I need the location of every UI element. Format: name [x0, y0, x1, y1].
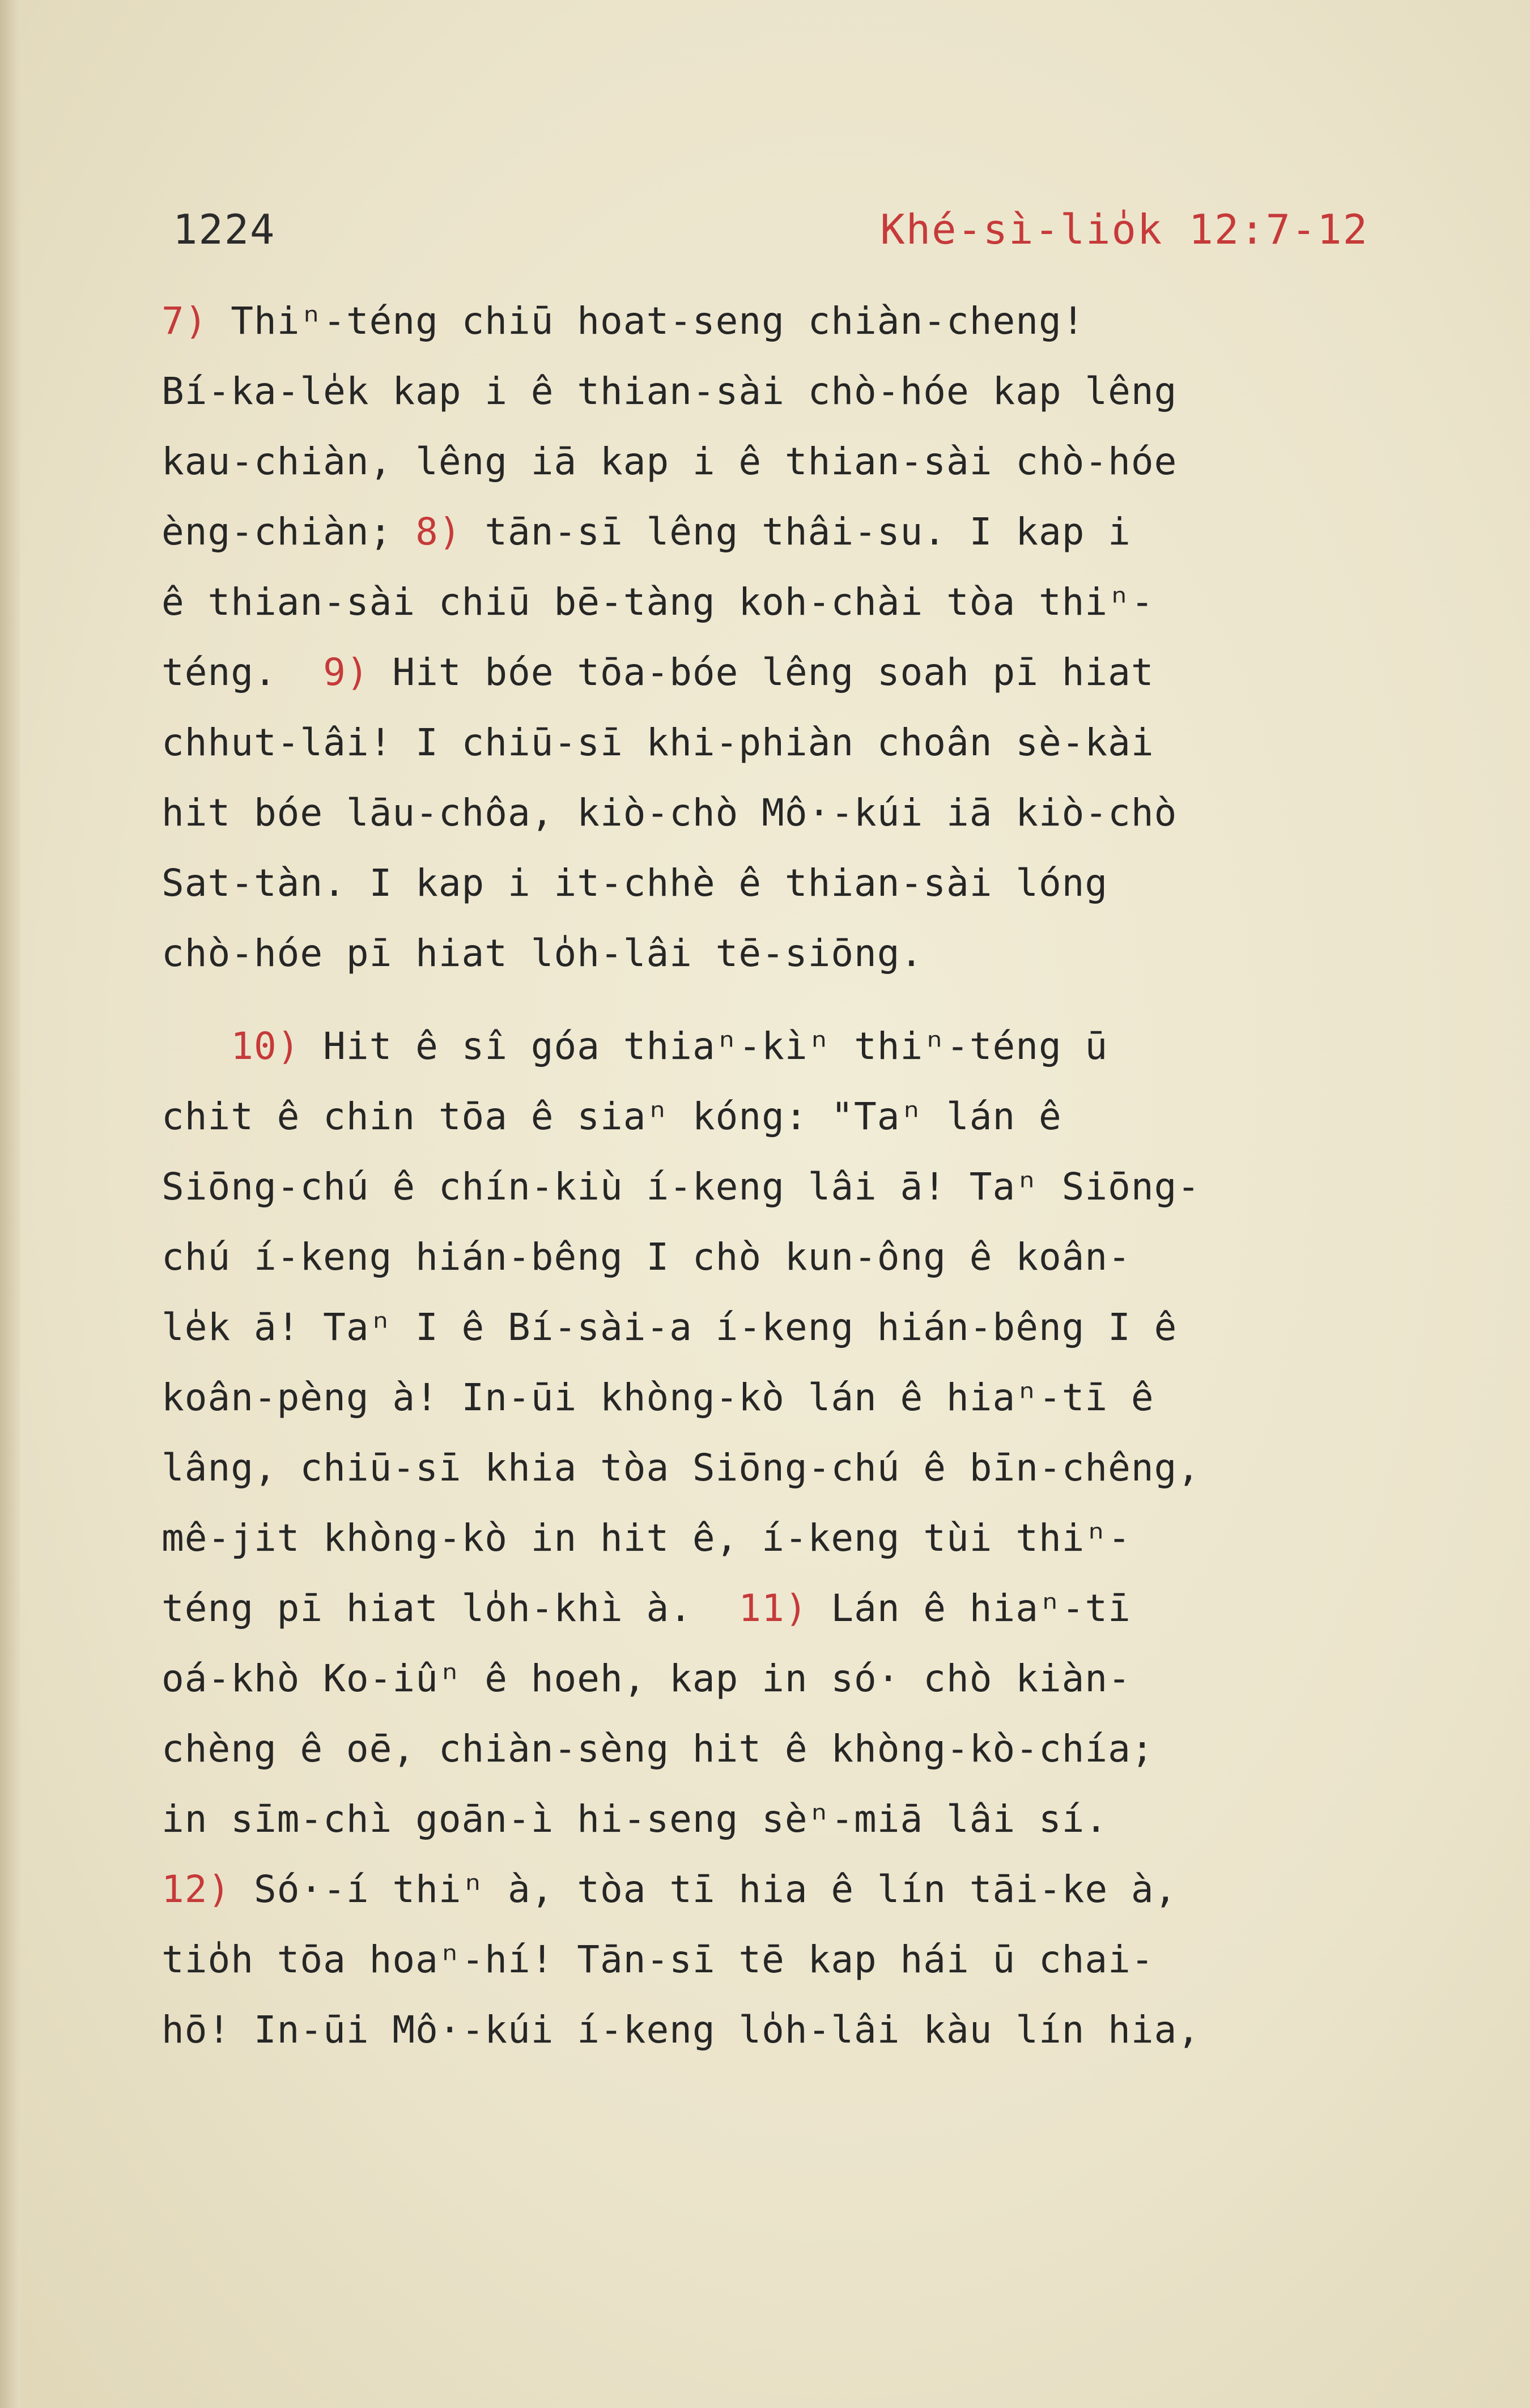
text-line — [162, 1784, 1448, 1854]
verse-number: 8) — [415, 510, 462, 554]
text-line — [162, 1292, 1448, 1363]
text-line — [162, 1433, 1448, 1503]
text-line — [162, 497, 1448, 567]
text-line — [162, 1714, 1448, 1784]
verse-text: in sīm-chì goān-ì hi-seng sèⁿ-miā lâi sí. — [162, 1797, 1108, 1841]
text-line — [162, 918, 1448, 989]
paragraph-1 — [162, 286, 1448, 989]
text-line — [162, 1573, 1448, 1644]
verse-text: mê-jit khòng-kò in hit ê, í-keng tùi thiⁿ- — [162, 1516, 1131, 1560]
verse-text: Hit bóe tōa-bóe lêng soah pī hiat — [369, 650, 1154, 694]
verse-number: 9) — [323, 650, 369, 694]
verse-text: Bí-ka-le̍k kap i ê thian-sài chò-hóe kap lêng — [162, 369, 1178, 413]
verse-text — [162, 1024, 231, 1068]
text-line — [162, 1222, 1448, 1292]
verse-text: hō! In-ūi Mô·-kúi í-keng lo̍h-lâi kàu lín hia, — [162, 2008, 1201, 2052]
verse-text: téng pī hiat lo̍h-khì à. — [162, 1586, 739, 1630]
verse-text: Thiⁿ-téng chiū hoat-seng chiàn-cheng! — [207, 299, 1085, 343]
verse-text: Lán ê hiaⁿ-tī — [808, 1586, 1131, 1630]
verse-text: chò-hóe pī hiat lo̍h-lâi tē-siōng. — [162, 931, 924, 975]
text-line — [162, 1644, 1448, 1714]
text-line — [162, 1503, 1448, 1573]
verse-number: 12) — [162, 1867, 231, 1911]
verse-text: tio̍h tōa hoaⁿ-hí! Tān-sī tē kap hái ū chai- — [162, 1938, 1154, 1981]
verse-number: 10) — [231, 1024, 300, 1068]
running-head: Khé-sì-lio̍k 12:7-12 — [880, 206, 1368, 253]
verse-text: Hit ê sî góa thiaⁿ-kìⁿ thiⁿ-téng ū — [300, 1024, 1108, 1068]
text-line — [162, 708, 1448, 778]
verse-text: lâng, chiū-sī khia tòa Siōng-chú ê bīn-chêng, — [162, 1446, 1201, 1490]
passage-body — [162, 286, 1448, 2065]
page-edge-shadow — [0, 0, 20, 2408]
paragraph-gap — [162, 989, 1448, 1011]
page-header — [173, 198, 1368, 261]
verse-text: hit bóe lāu-chôa, kiò-chò Mô·-kúi iā kiò-chò — [162, 791, 1178, 835]
verse-text: Siōng-chú ê chín-kiù í-keng lâi ā! Taⁿ Siōng- — [162, 1165, 1201, 1209]
verse-text: Sat-tàn. I kap i it-chhè ê thian-sài lóng — [162, 861, 1108, 905]
verse-number: 7) — [162, 299, 208, 343]
text-line — [162, 637, 1448, 708]
verse-text: koân-pèng à! In-ūi khòng-kò lán ê hiaⁿ-tī ê — [162, 1376, 1154, 1419]
verse-text: téng. — [162, 650, 324, 694]
verse-text: ê thian-sài chiū bē-tàng koh-chài tòa thiⁿ- — [162, 580, 1154, 624]
verse-text: chhut-lâi! I chiū-sī khi-phiàn choân sè-kài — [162, 721, 1154, 764]
text-line — [162, 1082, 1448, 1152]
text-line — [162, 1011, 1448, 1082]
verse-text: chit ê chin tōa ê siaⁿ kóng: "Taⁿ lán ê — [162, 1095, 1062, 1138]
verse-text: kau-chiàn, lêng iā kap i ê thian-sài chò-hóe — [162, 440, 1178, 483]
text-line — [162, 1363, 1448, 1433]
verse-text: Só·-í thiⁿ à, tòa tī hia ê lín tāi-ke à, — [231, 1867, 1178, 1911]
text-line — [162, 567, 1448, 637]
text-line — [162, 1925, 1448, 1995]
verse-text: èng-chiàn; — [162, 510, 416, 554]
page-number: 1224 — [173, 206, 276, 253]
text-line — [162, 286, 1448, 356]
paragraph-2 — [162, 1011, 1448, 2065]
text-line — [162, 778, 1448, 848]
text-line — [162, 427, 1448, 497]
text-line — [162, 356, 1448, 427]
text-line — [162, 1854, 1448, 1925]
verse-text: chèng ê oē, chiàn-sèng hit ê khòng-kò-chía; — [162, 1727, 1154, 1771]
verse-text: chú í-keng hián-bêng I chò kun-ông ê koân- — [162, 1235, 1131, 1279]
verse-text: le̍k ā! Taⁿ I ê Bí-sài-a í-keng hián-bêng I ê — [162, 1305, 1178, 1349]
verse-text: tān-sī lêng thâi-su. I kap i — [461, 510, 1131, 554]
text-line — [162, 848, 1448, 918]
verse-text: oá-khò Ko-iûⁿ ê hoeh, kap in só· chò kiàn- — [162, 1657, 1131, 1700]
verse-number: 11) — [738, 1586, 808, 1630]
text-line — [162, 1995, 1448, 2065]
text-line — [162, 1152, 1448, 1222]
